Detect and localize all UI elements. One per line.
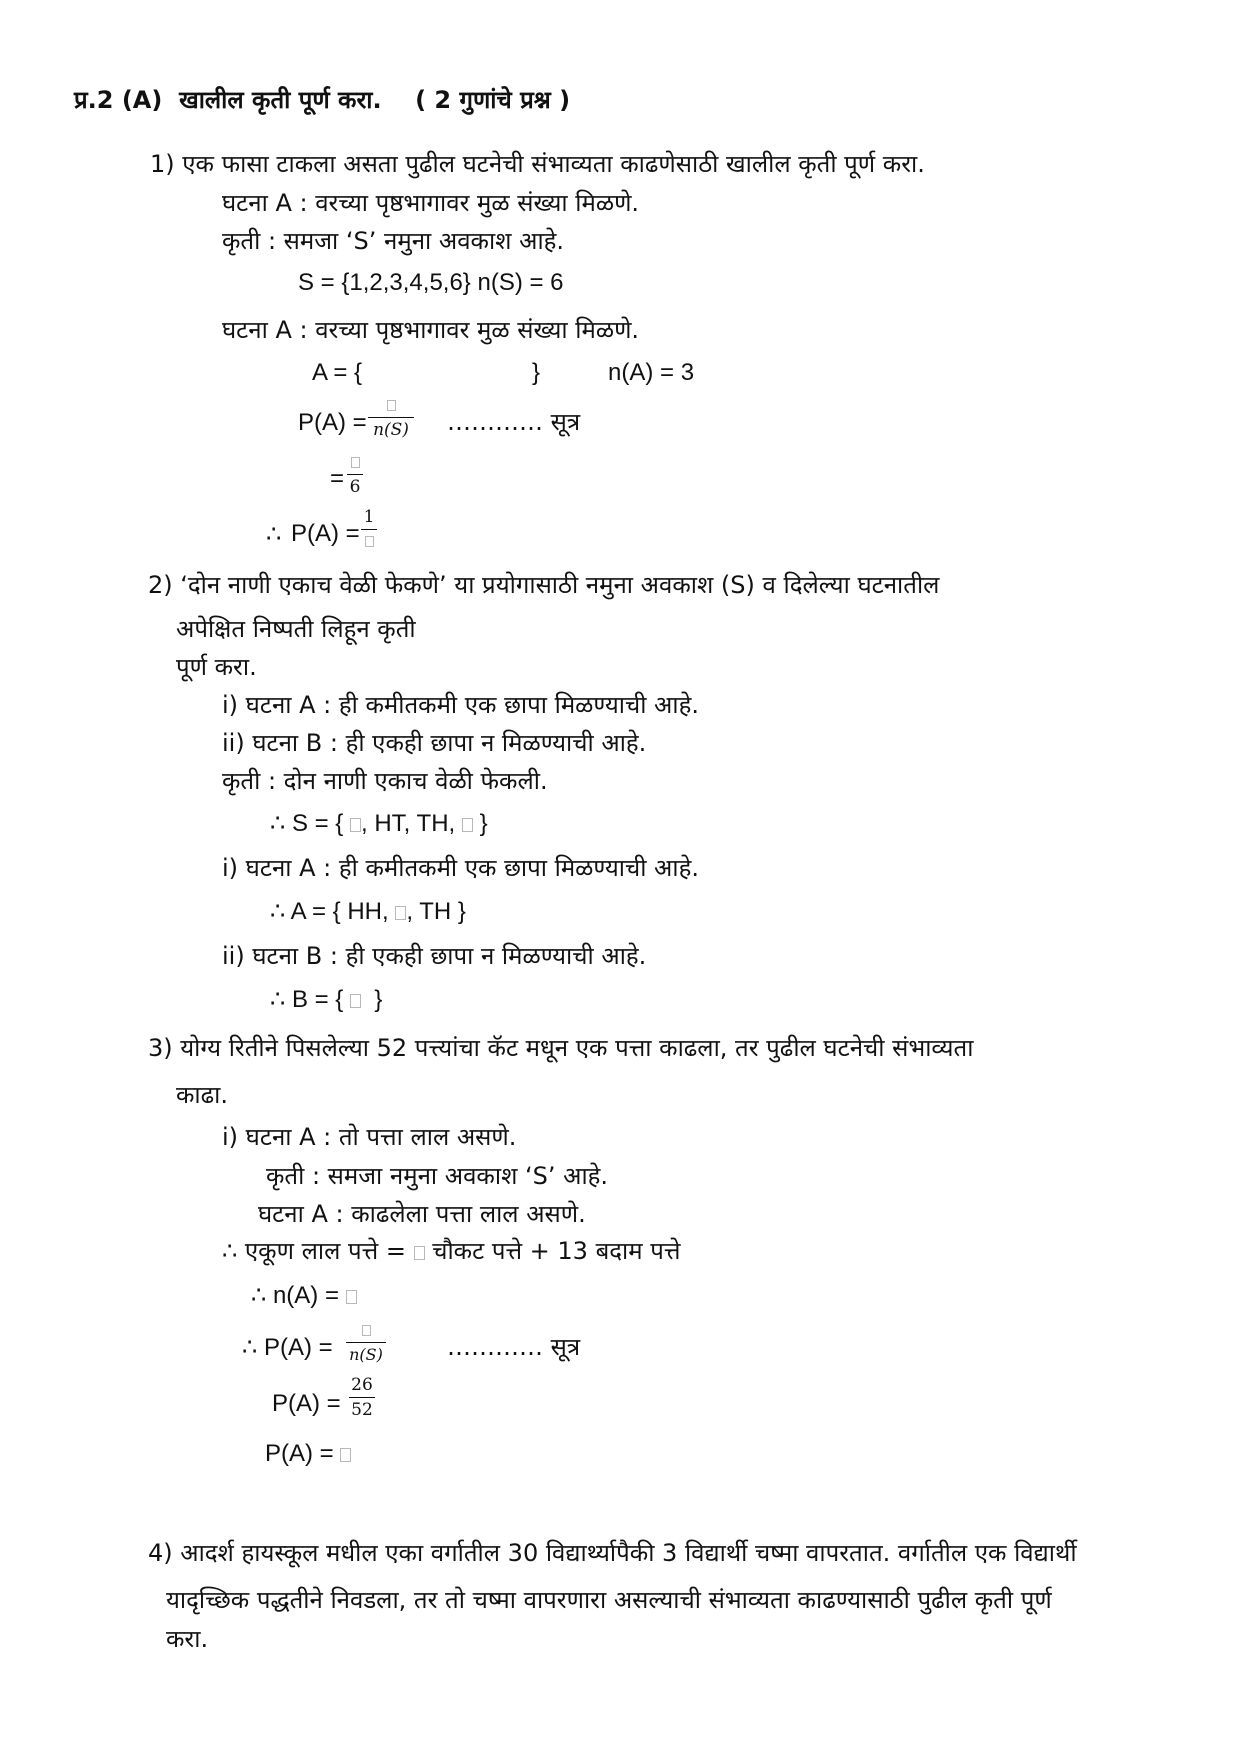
q2-question-line-3: पूर्ण करा. bbox=[176, 653, 257, 681]
q2-event-b-repeat: ii) घटना B : ही एकही छापा न मिळण्याची आहे. bbox=[222, 942, 647, 970]
q3-red-prefix: ∴ एकूण लाल पत्ते = bbox=[222, 1237, 406, 1265]
answer-box[interactable] bbox=[362, 1325, 371, 1336]
q3-pa-denominator: n(S) bbox=[349, 1344, 383, 1364]
q3-question-line-1: 3) योग्य रितीने पिसलेल्या 52 पत्त्यांचा कॅट मधून एक पत्ता काढला, तर पुढील घटनेची संभाव्यता bbox=[148, 1034, 974, 1062]
answer-box[interactable] bbox=[346, 1290, 357, 1304]
q3-pa-label: P(A) = bbox=[272, 1390, 341, 1417]
q2-question-line-2: अपेक्षित निष्पती लिहून कृती bbox=[176, 615, 416, 643]
question-heading bbox=[74, 88, 570, 112]
q2-set-a bbox=[270, 900, 466, 924]
q3-pa-final bbox=[265, 1442, 351, 1466]
q1-question: 1) एक फासा टाकला असता पुढील घटनेची संभाव्यता काढणेसाठी खालील कृती पूर्ण करा. bbox=[150, 150, 925, 178]
q1-pa-fraction bbox=[368, 397, 414, 439]
q1-equals: = bbox=[330, 465, 345, 492]
q3-pa-final-label: P(A) = bbox=[265, 1440, 334, 1467]
answer-box[interactable] bbox=[414, 1246, 425, 1260]
q1-pa-final-label: P(A) = bbox=[291, 520, 360, 547]
q2-b-close: } bbox=[374, 986, 383, 1013]
q2-b-prefix: ∴ B = { bbox=[270, 986, 344, 1013]
q1-sample-space: S = {1,2,3,4,5,6} n(S) = 6 bbox=[298, 269, 564, 296]
answer-box[interactable] bbox=[350, 818, 361, 832]
q1-activity: कृती : समजा ‘S’ नमुना अवकाश आहे. bbox=[222, 227, 565, 255]
q3-red-suffix: चौकट पत्ते + 13 बदाम पत्ते bbox=[432, 1237, 681, 1265]
heading-title: खालील कृती पूर्ण करा. bbox=[179, 86, 382, 114]
answer-box[interactable] bbox=[395, 906, 406, 920]
q2-question-line-1: 2) ‘दोन नाणी एकाच वेळी फेकणे’ या प्रयोगासाठी नमुना अवकाश (S) व दिलेल्या घटनातील bbox=[148, 571, 940, 599]
answer-box[interactable] bbox=[365, 536, 374, 547]
q1-fraction-over-6 bbox=[347, 454, 363, 496]
q1-therefore: ∴ bbox=[266, 520, 282, 548]
q3-n-a bbox=[251, 1284, 357, 1308]
q3-event-a-repeat: घटना A : काढलेला पत्ता लाल असणे. bbox=[258, 1200, 586, 1228]
q1-pa-denominator: n(S) bbox=[373, 419, 409, 440]
q3-question-line-2: काढा. bbox=[176, 1081, 229, 1109]
q3-pa-prefix: ∴ P(A) = bbox=[242, 1334, 333, 1361]
q4-line-1: 4) आदर्श हायस्कूल मधील एका वर्गातील 30 विद्यार्थ्यापैकी 3 विद्यार्थी चष्मा वापरतात. वर्गातील एक विद्यार्थी bbox=[148, 1539, 1077, 1567]
q1-pa-label: P(A) = bbox=[298, 409, 367, 436]
q2-a-prefix: ∴ A = { HH, bbox=[270, 898, 389, 925]
q2-s-mid: , HT, TH, bbox=[360, 810, 456, 837]
q2-sample-space bbox=[270, 812, 488, 836]
q2-activity: कृती : दोन नाणी एकाच वेळी फेकली. bbox=[222, 767, 548, 795]
q2-s-prefix: ∴ S = { bbox=[270, 810, 344, 837]
q3-numerator-26: 26 bbox=[351, 1375, 373, 1395]
q3-fraction-26-52 bbox=[349, 1376, 375, 1419]
q2-event-b: ii) घटना B : ही एकही छापा न मिळण्याची आहे. bbox=[222, 729, 647, 757]
q3-activity: कृती : समजा नमुना अवकाश ‘S’ आहे. bbox=[266, 1162, 609, 1190]
q1-formula-note: ………… सूत्र bbox=[447, 408, 581, 436]
answer-box[interactable] bbox=[351, 457, 360, 468]
q3-denominator-52: 52 bbox=[351, 1399, 373, 1420]
q1-n-a: n(A) = 3 bbox=[608, 359, 695, 386]
q3-pa-fraction bbox=[346, 1322, 386, 1363]
q2-event-a-repeat: i) घटना A : ही कमीतकमी एक छापा मिळण्याची आहे. bbox=[222, 854, 699, 882]
q1-denominator-6: 6 bbox=[349, 476, 361, 497]
q1-event-a: घटना A : वरच्या पृष्ठभागावर मुळ संख्या मिळणे. bbox=[222, 189, 640, 217]
heading-marks: ( 2 गुणांचे प्रश्न ) bbox=[415, 86, 571, 114]
q3-red-cards bbox=[222, 1239, 680, 1263]
q3-na-prefix: ∴ n(A) = bbox=[251, 1282, 339, 1309]
answer-box[interactable] bbox=[462, 818, 473, 832]
q3-formula-note: ………… सूत्र bbox=[447, 1333, 581, 1361]
q2-event-a: i) घटना A : ही कमीतकमी एक छापा मिळण्याची आहे. bbox=[222, 691, 699, 719]
q1-final-fraction bbox=[361, 508, 377, 550]
q2-set-b bbox=[270, 988, 382, 1012]
q1-set-a-open: A = { bbox=[312, 359, 363, 386]
q2-s-close: } bbox=[479, 810, 488, 837]
q1-set-a-close: } bbox=[532, 359, 541, 386]
answer-box[interactable] bbox=[350, 994, 361, 1008]
answer-box[interactable] bbox=[340, 1448, 351, 1462]
answer-box[interactable] bbox=[387, 400, 396, 411]
heading-prefix: प्र.2 (A) bbox=[74, 86, 163, 114]
q3-event-a: i) घटना A : तो पत्ता लाल असणे. bbox=[222, 1123, 517, 1151]
q4-line-3: करा. bbox=[166, 1625, 209, 1653]
q1-event-a-repeat: घटना A : वरच्या पृष्ठभागावर मुळ संख्या मिळणे. bbox=[222, 316, 640, 344]
q1-numerator-1: 1 bbox=[363, 507, 375, 527]
q4-line-2: यादृच्छिक पद्धतीने निवडला, तर तो चष्मा वापरणारा असल्याची संभाव्यता काढण्यासाठी पुढील कृती पूर्ण bbox=[166, 1586, 1052, 1614]
q2-a-suffix: , TH } bbox=[406, 898, 466, 925]
